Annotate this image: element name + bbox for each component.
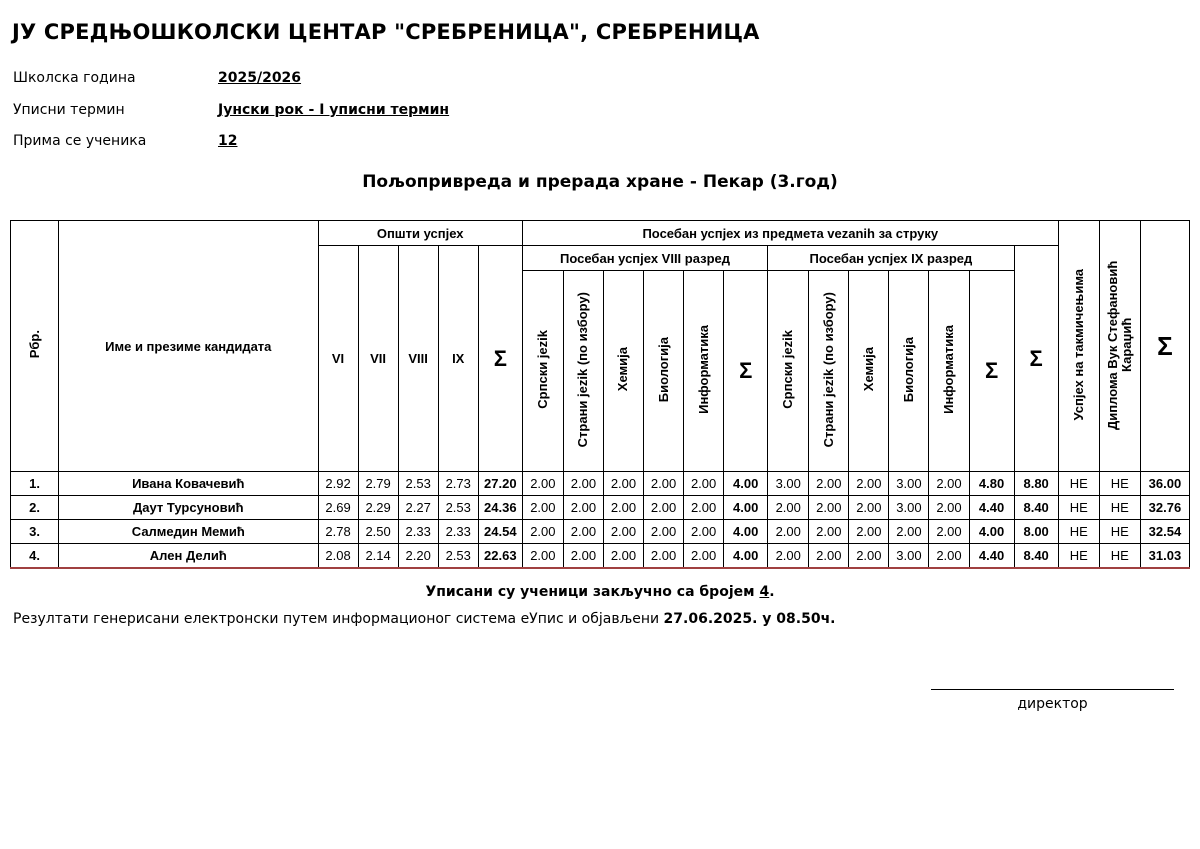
ix-subject-grade: 3.00	[889, 544, 929, 569]
table-row	[11, 520, 1190, 544]
ix-subject-grade: 2.00	[768, 544, 809, 569]
viii-subject-grade: 2.00	[644, 520, 684, 544]
competitions-header: Успјех на такмичењима	[1058, 221, 1099, 472]
ix-subject-grade: 2.00	[768, 496, 809, 520]
ix-subject-grade: 2.00	[929, 472, 969, 496]
general-grade: 2.73	[438, 472, 478, 496]
row-number: 3.	[11, 520, 59, 544]
enrollment-summary: Уписани су ученици закључно са бројем 4.	[425, 584, 775, 600]
general-grade: 2.33	[398, 520, 438, 544]
ix-subject-grade: 2.00	[929, 496, 969, 520]
general-grade: 2.53	[438, 496, 478, 520]
ix-subject-grade: 2.00	[889, 520, 929, 544]
competitions-value: НЕ	[1058, 496, 1099, 520]
general-grade: 2.20	[398, 544, 438, 569]
table-row	[11, 544, 1190, 569]
general-grade: 2.33	[438, 520, 478, 544]
enrolled-count: 4	[759, 584, 770, 600]
results-table	[10, 220, 1190, 569]
viii-sum: 4.00	[724, 544, 768, 569]
total-score: 32.54	[1140, 520, 1189, 544]
row-number: 4.	[11, 544, 59, 569]
competitions-value: НЕ	[1058, 472, 1099, 496]
general-sum: 24.54	[478, 520, 522, 544]
col-rbr-header: Рбр.	[11, 221, 59, 472]
general-grade: 2.92	[318, 472, 358, 496]
viii-subject-grade: 2.00	[522, 544, 563, 569]
viii-sum: 4.00	[724, 496, 768, 520]
grade-vi-header: VI	[318, 246, 358, 472]
viii-subject-grade: 2.00	[644, 544, 684, 569]
general-grade: 2.08	[318, 544, 358, 569]
diploma-value: НЕ	[1099, 472, 1140, 496]
table-row	[11, 496, 1190, 520]
viii-subject-grade: 2.00	[603, 496, 643, 520]
viii-serbian-header: Српски jezik	[522, 271, 563, 472]
ix-subject-grade: 2.00	[809, 520, 849, 544]
ix-biology-header: Биологија	[889, 271, 929, 472]
ix-subject-grade: 3.00	[768, 472, 809, 496]
ix-sum: 4.40	[969, 544, 1014, 569]
special-total: 8.40	[1014, 544, 1058, 569]
school-year-label: Школска година	[13, 70, 136, 86]
ix-sigma-header: Σ	[969, 271, 1014, 472]
viii-subject-grade: 2.00	[563, 520, 603, 544]
students-accepted-value: 12	[218, 133, 238, 149]
viii-subject-grade: 2.00	[603, 520, 643, 544]
viii-sum: 4.00	[724, 472, 768, 496]
total-score: 36.00	[1140, 472, 1189, 496]
signature-label: директор	[1017, 696, 1088, 712]
general-success-header: Општи успјех	[318, 221, 522, 246]
published-date: 27.06.2025. у 08.50ч.	[663, 611, 836, 627]
ix-serbian-header: Српски jezik	[768, 271, 809, 472]
signature-line	[931, 689, 1174, 690]
special-total: 8.80	[1014, 472, 1058, 496]
diploma-value: НЕ	[1099, 496, 1140, 520]
special-ix-header: Посебан успјех IX разред	[768, 246, 1014, 271]
viii-biology-header: Биологија	[644, 271, 684, 472]
special-success-header: Посебан успјех из предмета vezanih за струку	[522, 221, 1058, 246]
ix-subject-grade: 3.00	[889, 496, 929, 520]
grade-viii-header: VIII	[398, 246, 438, 472]
ix-subject-grade: 3.00	[889, 472, 929, 496]
candidate-name: Ален Делић	[59, 544, 318, 569]
viii-subject-grade: 2.00	[563, 544, 603, 569]
enrollment-term-value: Јунски рок - I уписни термин	[218, 102, 450, 118]
enrollment-term-label: Уписни термин	[13, 102, 125, 118]
ix-subject-grade: 2.00	[849, 520, 889, 544]
competitions-value: НЕ	[1058, 544, 1099, 569]
ix-subject-grade: 2.00	[849, 544, 889, 569]
competitions-value: НЕ	[1058, 520, 1099, 544]
candidate-name: Ивана Ковачевић	[59, 472, 318, 496]
viii-subject-grade: 2.00	[563, 496, 603, 520]
ix-subject-grade: 2.00	[849, 472, 889, 496]
special-total-sigma-header: Σ	[1014, 246, 1058, 472]
ix-chemistry-header: Хемија	[849, 271, 889, 472]
ix-sum: 4.00	[969, 520, 1014, 544]
ix-sum: 4.40	[969, 496, 1014, 520]
row-number: 1.	[11, 472, 59, 496]
col-name-header: Име и презиме кандидата	[59, 221, 318, 472]
ix-subject-grade: 2.00	[929, 520, 969, 544]
general-sigma-header: Σ	[478, 246, 522, 472]
total-score: 32.76	[1140, 496, 1189, 520]
viii-subject-grade: 2.00	[684, 544, 724, 569]
ix-subject-grade: 2.00	[849, 496, 889, 520]
viii-subject-grade: 2.00	[522, 496, 563, 520]
viii-subject-grade: 2.00	[603, 544, 643, 569]
general-grade: 2.27	[398, 496, 438, 520]
viii-subject-grade: 2.00	[684, 496, 724, 520]
program-title: Пољопривреда и прерада хране - Пекар (3.год)	[362, 172, 838, 192]
diploma-value: НЕ	[1099, 544, 1140, 569]
special-total: 8.40	[1014, 496, 1058, 520]
general-sum: 22.63	[478, 544, 522, 569]
viii-subject-grade: 2.00	[684, 472, 724, 496]
general-grade: 2.29	[358, 496, 398, 520]
ix-subject-grade: 2.00	[768, 520, 809, 544]
ix-foreign-header: Страни jezik (по избору)	[809, 271, 849, 472]
viii-subject-grade: 2.00	[522, 520, 563, 544]
generated-note: Резултати генерисани електронски путем информационог система еУпис и објављени 27.06.2025. у 08.50ч.	[13, 611, 836, 627]
viii-informatics-header: Информатика	[684, 271, 724, 472]
general-grade: 2.79	[358, 472, 398, 496]
viii-subject-grade: 2.00	[644, 472, 684, 496]
ix-subject-grade: 2.00	[809, 472, 849, 496]
total-sigma-header: Σ	[1140, 221, 1189, 472]
ix-sum: 4.80	[969, 472, 1014, 496]
viii-chemistry-header: Хемија	[603, 271, 643, 472]
viii-subject-grade: 2.00	[522, 472, 563, 496]
viii-sigma-header: Σ	[724, 271, 768, 472]
school-year-value: 2025/2026	[218, 70, 302, 86]
ix-subject-grade: 2.00	[809, 496, 849, 520]
ix-subject-grade: 2.00	[809, 544, 849, 569]
general-grade: 2.53	[438, 544, 478, 569]
special-total: 8.00	[1014, 520, 1058, 544]
total-score: 31.03	[1140, 544, 1189, 569]
school-title: ЈУ СРЕДЊОШКОЛСКИ ЦЕНТАР "СРЕБРЕНИЦА", СРЕБРЕНИЦА	[12, 20, 760, 44]
diploma-value: НЕ	[1099, 520, 1140, 544]
diploma-header: Диплома Вук Стефановић Караџић	[1099, 221, 1140, 472]
general-grade: 2.50	[358, 520, 398, 544]
general-grade: 2.14	[358, 544, 398, 569]
viii-subject-grade: 2.00	[684, 520, 724, 544]
row-number: 2.	[11, 496, 59, 520]
general-grade: 2.53	[398, 472, 438, 496]
special-viii-header: Посебан успјех VIII разред	[522, 246, 767, 271]
students-accepted-label: Прима се ученика	[13, 133, 147, 149]
candidate-name: Даут Турсуновић	[59, 496, 318, 520]
general-sum: 27.20	[478, 472, 522, 496]
candidate-name: Салмедин Мемић	[59, 520, 318, 544]
table-row	[11, 472, 1190, 496]
general-grade: 2.78	[318, 520, 358, 544]
ix-subject-grade: 2.00	[929, 544, 969, 569]
viii-subject-grade: 2.00	[603, 472, 643, 496]
viii-subject-grade: 2.00	[644, 496, 684, 520]
grade-vii-header: VII	[358, 246, 398, 472]
viii-subject-grade: 2.00	[563, 472, 603, 496]
ix-informatics-header: Информатика	[929, 271, 969, 472]
general-sum: 24.36	[478, 496, 522, 520]
viii-sum: 4.00	[724, 520, 768, 544]
viii-foreign-header: Страни jezik (по избору)	[563, 271, 603, 472]
general-grade: 2.69	[318, 496, 358, 520]
grade-ix-header: IX	[438, 246, 478, 472]
